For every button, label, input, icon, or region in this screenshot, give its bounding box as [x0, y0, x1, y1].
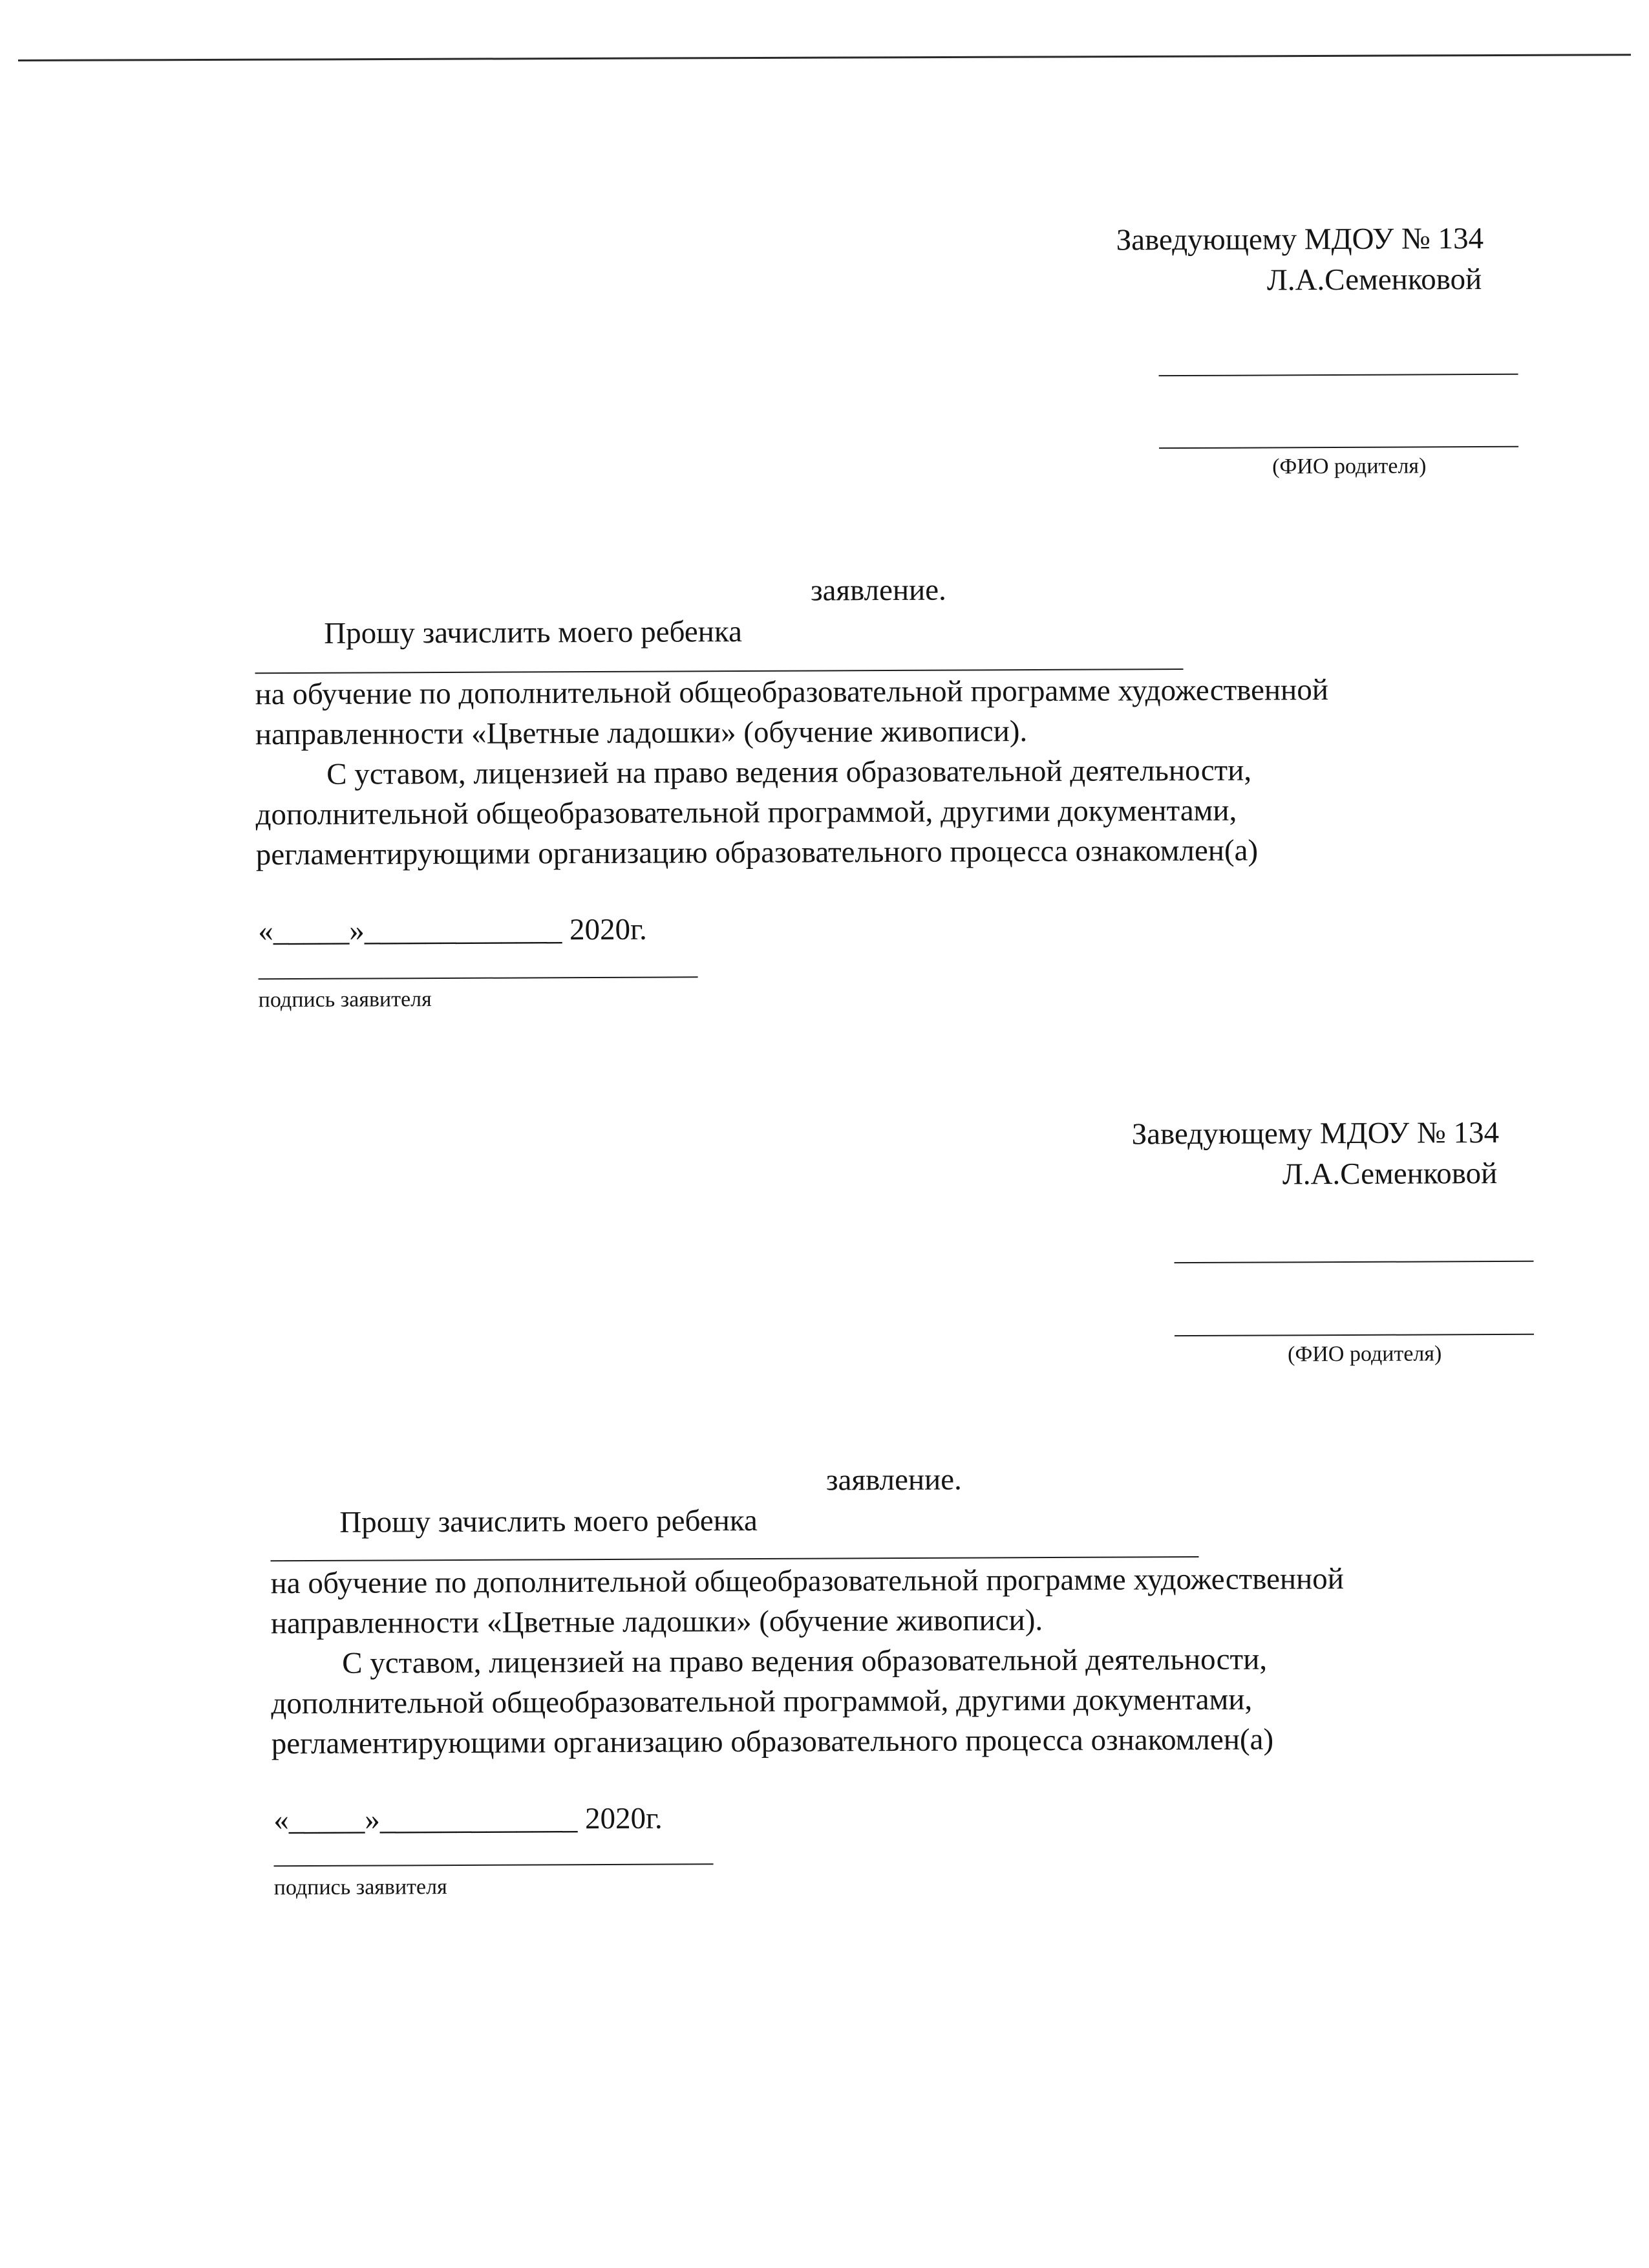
body-line: С уставом, лицензией на право ведения образовательной деятельности, — [342, 1642, 1268, 1680]
document-title: заявление. — [810, 573, 946, 608]
parent-name-field-1[interactable] — [1175, 1261, 1534, 1263]
date-field[interactable]: «_____»_____________ 2020г. — [258, 912, 647, 948]
document-title: заявление. — [825, 1462, 962, 1497]
body-line: дополнительной общеобразовательной программой, другими документами, — [255, 793, 1237, 832]
signature-caption: подпись заявителя — [273, 1875, 447, 1900]
signature-field[interactable] — [274, 1863, 714, 1867]
application-form-1 — [0, 0, 1649, 1012]
parent-name-field-1[interactable] — [1159, 374, 1518, 376]
parent-name-caption: (ФИО родителя) — [1288, 1342, 1442, 1367]
signature-caption: подпись заявителя — [258, 987, 432, 1012]
parent-name-field-2[interactable] — [1175, 1334, 1534, 1336]
body-line: регламентирующими организацию образовательного процесса ознакомлен(а) — [271, 1722, 1274, 1761]
application-form-2 — [16, 885, 1649, 1900]
addressee-name: Л.А.Семенковой — [1266, 262, 1482, 297]
body-line: направленности «Цветные ладошки» (обучение живописи). — [270, 1603, 1043, 1641]
parent-name-field-2[interactable] — [1159, 446, 1518, 449]
date-field[interactable]: «_____»_____________ 2020г. — [273, 1801, 663, 1837]
addressee-name: Л.А.Семенковой — [1282, 1157, 1498, 1192]
body-line: дополнительной общеобразовательной программой, другими документами, — [271, 1682, 1253, 1721]
application-body — [271, 1558, 1500, 1764]
request-text: Прошу зачислить моего ребенка — [339, 1504, 758, 1539]
parent-name-caption: (ФИО родителя) — [1272, 454, 1427, 479]
body-line: регламентирующими организацию образовательного процесса ознакомлен(а) — [255, 833, 1259, 872]
body-line: на обучение по дополнительной общеобразовательной программе художественной — [255, 673, 1329, 712]
addressee: Заведующему МДОУ № 134 — [1116, 221, 1484, 257]
body-line: на обучение по дополнительной общеобразовательной программе художественной — [270, 1562, 1345, 1601]
application-body — [255, 669, 1484, 875]
body-line: С уставом, лицензией на право ведения образовательной деятельности, — [326, 753, 1252, 791]
request-text: Прошу зачислить моего ребенка — [324, 615, 742, 650]
addressee: Заведующему МДОУ № 134 — [1131, 1115, 1500, 1151]
body-line: направленности «Цветные ладошки» (обучение живописи). — [255, 714, 1028, 752]
